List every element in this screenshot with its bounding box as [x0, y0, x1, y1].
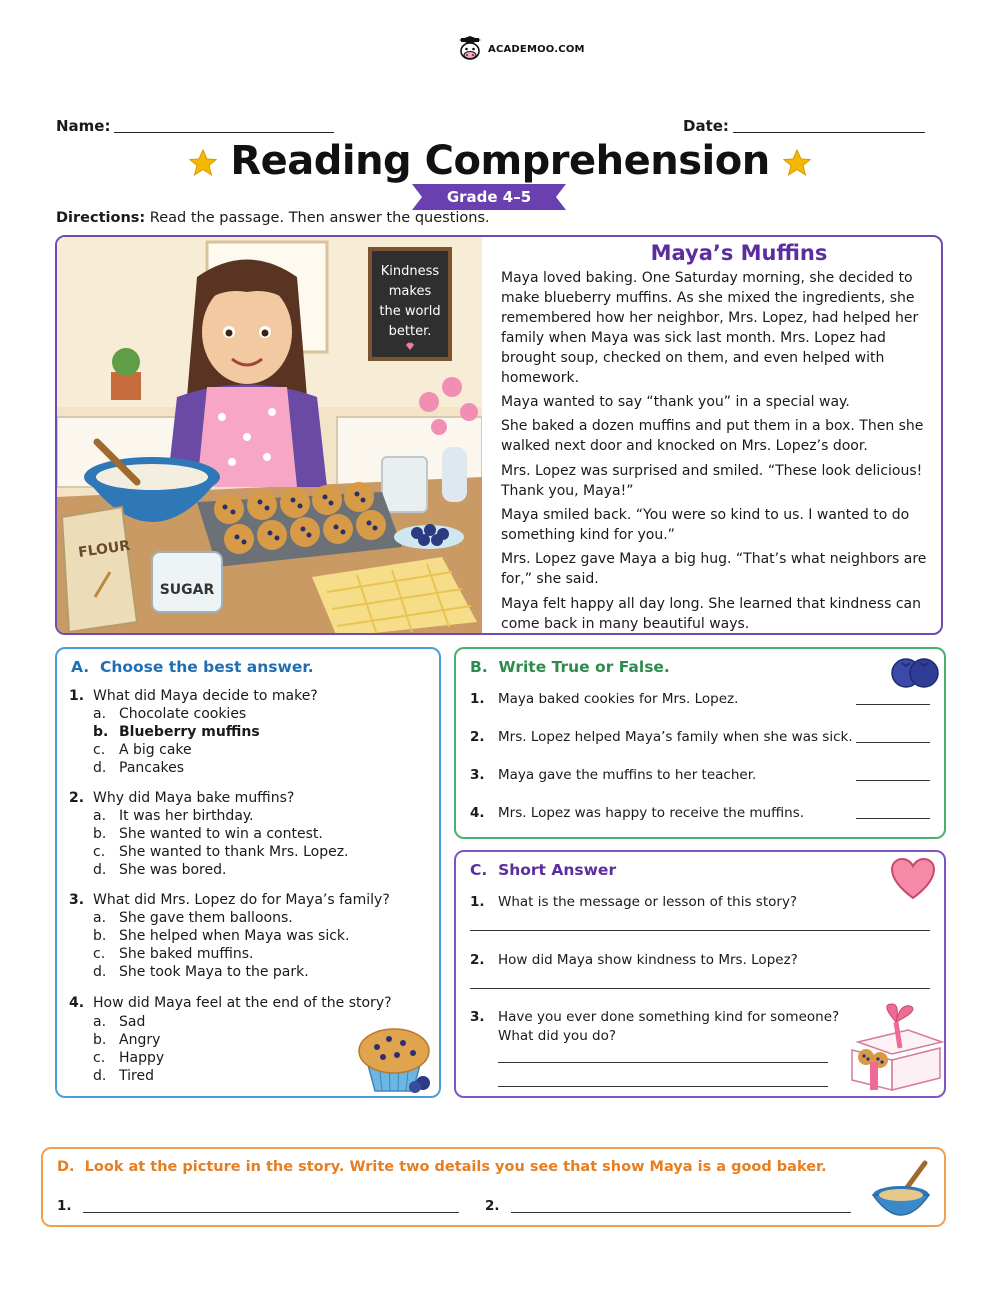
story-title: Maya’s Muffins [650, 241, 828, 265]
answer-option[interactable]: d. She took Maya to the park. [93, 964, 309, 980]
answer-option[interactable]: a. Chocolate cookies [93, 706, 247, 722]
sign-line-1: Kindness [380, 264, 440, 279]
answer-option[interactable]: a. Sad [93, 1014, 146, 1030]
mixing-bowl-icon [869, 1157, 933, 1221]
answer-line[interactable] [498, 1086, 828, 1087]
section-d-letter: D. [57, 1159, 75, 1175]
answer-line[interactable] [498, 1062, 828, 1063]
section-a-title: Choose the best answer. [99, 658, 314, 676]
name-label: Name: [56, 117, 111, 135]
answer-blank[interactable] [856, 780, 930, 781]
name-field[interactable] [114, 132, 334, 133]
flour-label: FLOUR [77, 537, 132, 561]
true-false-item-1: 1. Maya baked cookies for Mrs. Lopez. [470, 691, 739, 707]
date-field[interactable] [733, 132, 925, 133]
heart-icon [890, 858, 936, 900]
detail-number-1: 1. [57, 1198, 72, 1214]
answer-option[interactable]: c. Happy [93, 1050, 165, 1066]
section-b-letter: B. [470, 658, 488, 676]
true-false-item-4: 4. Mrs. Lopez was happy to receive the muffins. [470, 805, 805, 821]
story-paragraph-6: Mrs. Lopez gave Maya a big hug. “That’s what neighbors are for,” she said. [501, 551, 927, 587]
story-box [55, 235, 943, 635]
section-c-title: Short Answer [498, 861, 617, 879]
section-d-picture-details [41, 1147, 946, 1227]
short-answer-question-3: 3. Have you ever done something kind for someone? [470, 1009, 840, 1025]
story-paragraph-3: She baked a dozen muffins and put them in a box. Then she walked next door and knocked on Mrs. Lopez’s door. [501, 418, 924, 454]
story-paragraph-1: Maya loved baking. One Saturday morning, she decided to make blueberry muffins. As she mixed the ingredients, she remembered how her neighbor, Mrs. Lopez, had helped her family when Maya was sick last month. Mrs. Lopez had brought soup, checked on them, and even helped with homework. [501, 270, 919, 386]
short-answer-question-3-continued: What did you do? [498, 1028, 617, 1044]
short-answer-question-2: 2. How did Maya show kindness to Mrs. Lopez? [470, 952, 798, 968]
true-false-item-2: 2. Mrs. Lopez helped Maya’s family when she was sick. [470, 729, 853, 745]
true-false-item-3: 3. Maya gave the muffins to her teacher. [470, 767, 757, 783]
question-3: 3. What did Mrs. Lopez do for Maya’s family? [69, 892, 390, 908]
answer-option[interactable]: b. She wanted to win a contest. [93, 826, 323, 842]
logo-text: ACADEMOO.COM [488, 43, 585, 55]
section-a-multiple-choice [55, 647, 441, 1098]
section-c-letter: C. [470, 861, 488, 879]
star-icon [188, 148, 218, 178]
answer-option[interactable]: d. She was bored. [93, 862, 227, 878]
detail-answer-line-2[interactable] [511, 1212, 851, 1213]
section-a-heading [71, 658, 314, 676]
answer-option[interactable]: a. She gave them balloons. [93, 910, 293, 926]
story-paragraph-2: Maya wanted to say “thank you” in a special way. [501, 394, 850, 410]
answer-option[interactable]: c. A big cake [93, 742, 192, 758]
sugar-label: SUGAR [159, 582, 215, 598]
answer-line[interactable] [470, 930, 930, 931]
story-paragraph-5: Maya smiled back. “You were so kind to us. I wanted to do something kind for you.” [501, 507, 910, 543]
answer-option[interactable]: c. She baked muffins. [93, 946, 254, 962]
answer-option[interactable]: b. Blueberry muffins [93, 724, 260, 740]
sign-line-3: the world [379, 304, 441, 319]
sign-line-2: makes [388, 284, 432, 299]
muffin-icon [355, 1021, 437, 1093]
directions [56, 210, 490, 226]
section-d-title: Look at the picture in the story. Write two details you see that show Maya is a good baker. [84, 1159, 827, 1175]
answer-option[interactable]: b. Angry [93, 1032, 161, 1048]
answer-option[interactable]: d. Tired [93, 1068, 154, 1084]
answer-option[interactable]: c. She wanted to thank Mrs. Lopez. [93, 844, 349, 860]
grade-text: Grade 4–5 [446, 188, 532, 206]
answer-blank[interactable] [856, 704, 930, 705]
date-label: Date: [683, 117, 729, 135]
cow-icon [456, 35, 484, 63]
question-2: 2. Why did Maya bake muffins? [69, 790, 295, 806]
directions-label: Directions: [56, 210, 146, 226]
star-icon [782, 148, 812, 178]
section-c-heading [470, 861, 616, 879]
story-illustration [57, 237, 482, 635]
gift-box-icon [848, 1002, 944, 1092]
directions-text: Read the passage. Then answer the questions. [145, 210, 490, 226]
question-1: 1. What did Maya decide to make? [69, 688, 318, 704]
page-title-row [0, 138, 1000, 184]
sign-line-4: better. [388, 324, 432, 339]
story-paragraph-7: Maya felt happy all day long. She learned that kindness can come back in many beautiful ways. [501, 596, 921, 632]
section-b-true-false [454, 647, 946, 839]
section-c-short-answer [454, 850, 946, 1098]
answer-blank[interactable] [856, 818, 930, 819]
grade-badge [412, 184, 566, 210]
answer-blank[interactable] [856, 742, 930, 743]
section-b-title: Write True or False. [498, 658, 670, 676]
page-title: Reading Comprehension [230, 138, 770, 184]
question-4: 4. How did Maya feel at the end of the story? [69, 995, 392, 1011]
answer-line[interactable] [470, 988, 930, 989]
detail-number-2: 2. [485, 1198, 500, 1214]
detail-answer-line-1[interactable] [83, 1212, 459, 1213]
section-a-letter: A. [71, 658, 90, 676]
section-b-heading [470, 658, 670, 676]
short-answer-question-1: 1. What is the message or lesson of this story? [470, 894, 798, 910]
site-logo [456, 34, 585, 64]
answer-option[interactable]: d. Pancakes [93, 760, 185, 776]
answer-option[interactable]: b. She helped when Maya was sick. [93, 928, 350, 944]
blueberries-icon [890, 655, 940, 689]
section-d-heading [57, 1159, 827, 1175]
answer-option[interactable]: a. It was her birthday. [93, 808, 254, 824]
story-paragraph-4: Mrs. Lopez was surprised and smiled. “These look delicious! Thank you, Maya!” [501, 463, 923, 499]
